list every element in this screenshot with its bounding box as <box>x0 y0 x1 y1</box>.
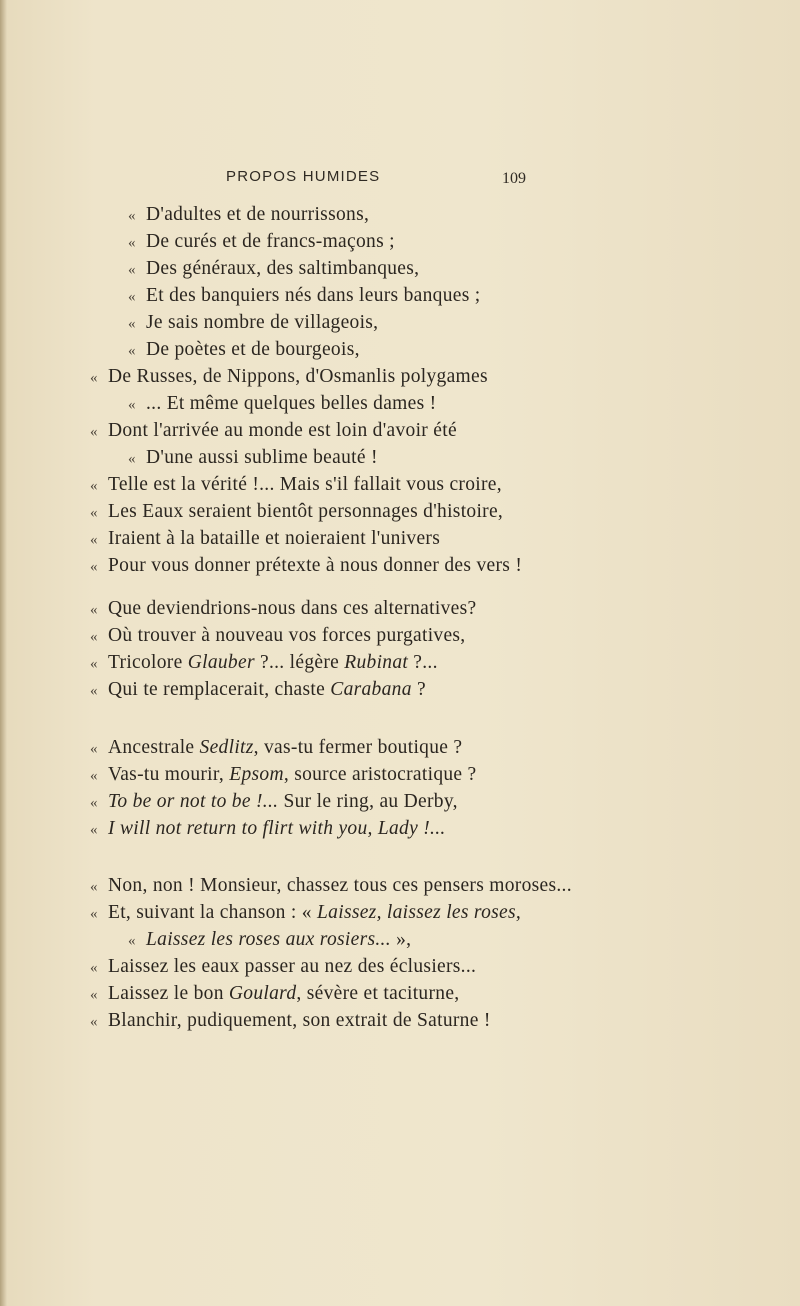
quote-mark: « <box>90 683 98 699</box>
line-text: De poètes et de bourgeois, <box>146 339 360 360</box>
verse-line <box>128 308 378 338</box>
line-text: Ancestrale <box>108 737 200 758</box>
line-text: D'une aussi sublime beauté ! <box>146 447 378 468</box>
line-text: ? <box>411 679 426 700</box>
quote-mark: « <box>128 451 136 467</box>
quote-mark: « <box>90 370 98 386</box>
verse-line <box>90 787 458 817</box>
line-text: Les Eaux seraient bientôt personnages d'histoire, <box>108 501 504 522</box>
italic-text: To be or not to be !... <box>108 791 279 812</box>
verse-line <box>90 470 502 500</box>
quote-mark: « <box>128 235 136 251</box>
verse-line <box>128 443 378 473</box>
quote-mark: « <box>128 343 136 359</box>
quote-mark: « <box>128 316 136 332</box>
line-text: Je sais nombre de villageois, <box>146 312 379 333</box>
italic-text: Glauber <box>187 652 255 673</box>
line-text: De Russes, de Nippons, d'Osmanlis polygames <box>108 366 488 387</box>
verse-line <box>90 871 572 901</box>
italic-text: Laissez, laissez les roses, <box>317 902 522 923</box>
quote-mark: « <box>128 397 136 413</box>
verse-line <box>90 362 488 392</box>
quote-mark: « <box>90 987 98 1003</box>
verse-line <box>90 760 477 790</box>
verse-line <box>90 621 465 651</box>
quote-mark: « <box>90 602 98 618</box>
line-text: Vas-tu mourir, <box>108 764 230 785</box>
quote-mark: « <box>90 879 98 895</box>
verse-line <box>90 551 522 581</box>
line-text: Sur le ring, au Derby, <box>278 791 458 812</box>
line-text: Blanchir, pudiquement, son extrait de Saturne ! <box>108 1010 491 1031</box>
verse-line <box>90 675 426 705</box>
verse-line <box>128 227 395 257</box>
line-text: ?... légère <box>254 652 345 673</box>
quote-mark: « <box>90 906 98 922</box>
verse-line <box>90 1006 491 1036</box>
verse-line <box>128 200 369 230</box>
verse-line <box>90 898 521 928</box>
quote-mark: « <box>128 262 136 278</box>
quote-mark: « <box>90 478 98 494</box>
verse-line <box>90 979 459 1009</box>
verse-line <box>90 952 476 982</box>
line-text: ... Et même quelques belles dames ! <box>146 393 437 414</box>
verse-line <box>90 733 462 763</box>
line-text: Iraient à la bataille et noieraient l'univers <box>108 528 441 549</box>
quote-mark: « <box>90 822 98 838</box>
line-text: Tricolore <box>108 652 188 673</box>
line-text: Des généraux, des saltimbanques, <box>146 258 420 279</box>
verse-line <box>90 594 476 624</box>
italic-text: Sedlitz <box>199 737 254 758</box>
verse-line <box>90 648 438 678</box>
line-text: Laissez les eaux passer au nez des éclusiers... <box>108 956 477 977</box>
italic-text: Epsom <box>229 764 284 785</box>
line-text: Laissez le bon <box>108 983 229 1004</box>
page-number: 109 <box>502 170 526 187</box>
line-text: Dont l'arrivée au monde est loin d'avoir été <box>108 420 457 441</box>
italic-text: Rubinat <box>344 652 409 673</box>
quote-mark: « <box>90 768 98 784</box>
line-text: Qui te remplacerait, chaste <box>108 679 331 700</box>
line-text: D'adultes et de nourrissons, <box>146 204 370 225</box>
verse-line <box>128 335 360 365</box>
quote-mark: « <box>90 795 98 811</box>
quote-mark: « <box>90 629 98 645</box>
verse-line <box>128 254 419 284</box>
line-text: Que deviendrions-nous dans ces alternatives? <box>108 598 477 619</box>
line-text: Pour vous donner prétexte à nous donner des vers ! <box>108 555 523 576</box>
line-text: , vas-tu fermer boutique ? <box>253 737 463 758</box>
quote-mark: « <box>90 505 98 521</box>
italic-text: Carabana <box>330 679 412 700</box>
line-text: , sévère et taciturne, <box>296 983 460 1004</box>
italic-text: I will not return to flirt with you, Lady !... <box>108 818 446 839</box>
italic-text: Laissez les roses aux rosiers... <box>146 929 391 950</box>
line-text: ?... <box>408 652 438 673</box>
line-text: Telle est la vérité !... Mais s'il fallait vous croire, <box>108 474 502 495</box>
line-text: Où trouver à nouveau vos forces purgatives, <box>108 625 466 646</box>
quote-mark: « <box>90 656 98 672</box>
verse-line <box>90 814 446 844</box>
line-text: Non, non ! Monsieur, chassez tous ces pensers moroses... <box>108 875 572 896</box>
quote-mark: « <box>90 532 98 548</box>
quote-mark: « <box>128 933 136 949</box>
quote-mark: « <box>128 208 136 224</box>
italic-text: Goulard <box>228 983 297 1004</box>
verse-line <box>128 925 411 955</box>
verse-line <box>90 497 503 527</box>
verse-line <box>90 524 440 554</box>
quote-mark: « <box>90 960 98 976</box>
line-text: Et, suivant la chanson : « <box>108 902 318 923</box>
verse-line <box>128 389 436 419</box>
quote-mark: « <box>90 1014 98 1030</box>
running-title: PROPOS HUMIDES <box>226 168 381 185</box>
verse-line <box>90 416 457 446</box>
verse-line <box>128 281 481 311</box>
line-text: Et des banquiers nés dans leurs banques ; <box>146 285 481 306</box>
quote-mark: « <box>90 424 98 440</box>
line-text: », <box>390 929 412 950</box>
quote-mark: « <box>128 289 136 305</box>
line-text: , source aristocratique ? <box>283 764 477 785</box>
quote-mark: « <box>90 741 98 757</box>
line-text: De curés et de francs-maçons ; <box>146 231 395 252</box>
quote-mark: « <box>90 559 98 575</box>
